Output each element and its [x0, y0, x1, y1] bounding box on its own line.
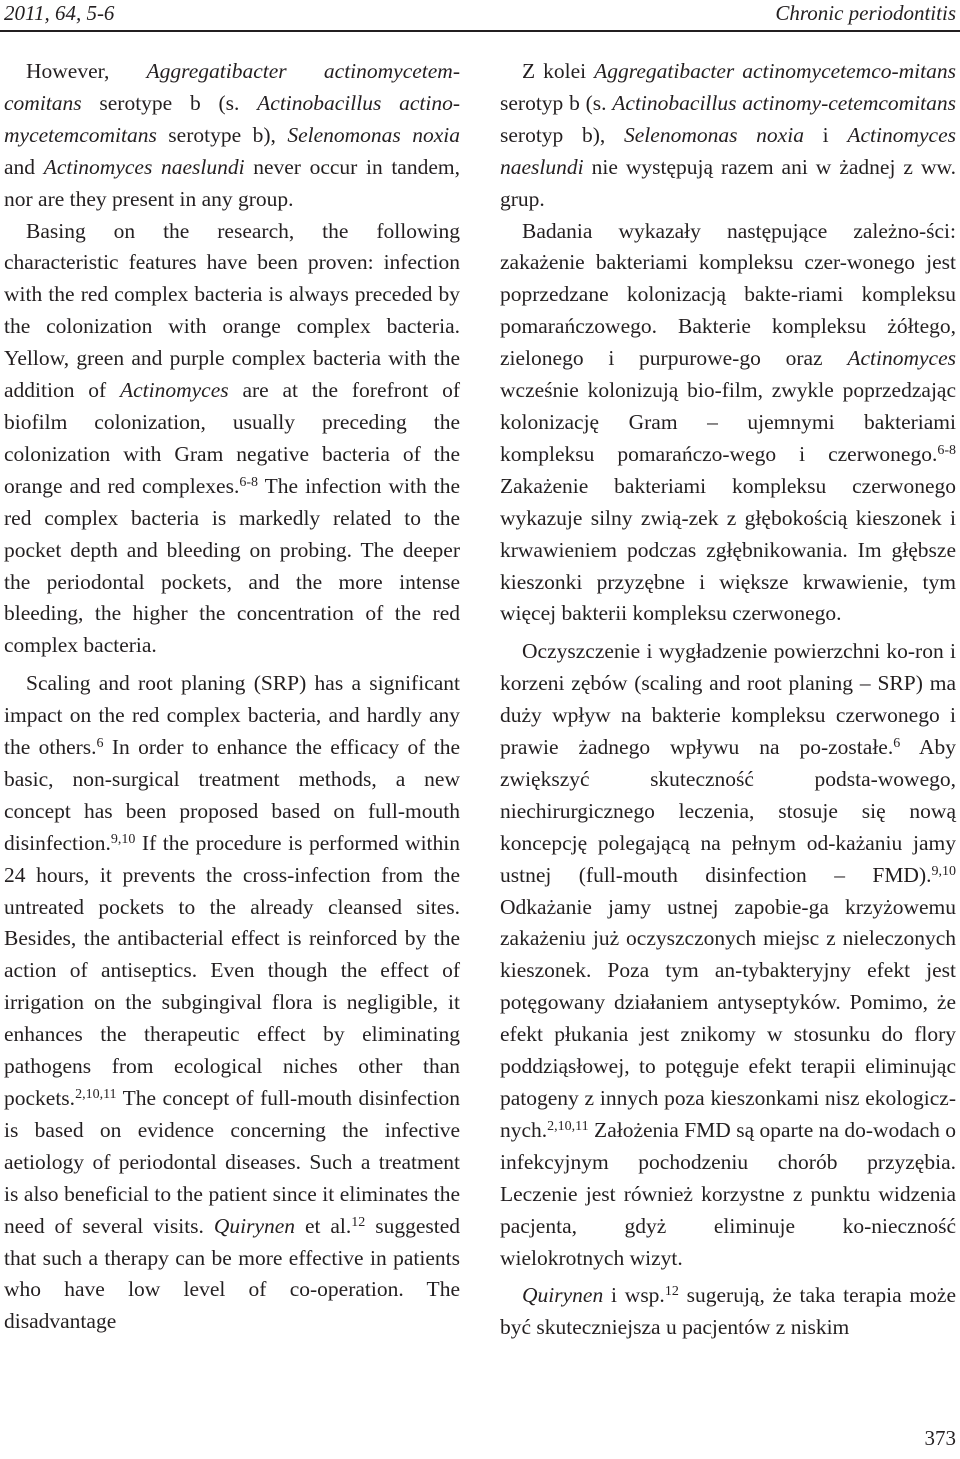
citation: 6-8 — [937, 442, 956, 458]
citation: 12 — [664, 1284, 679, 1300]
citation: 6 — [96, 736, 104, 752]
pl-paragraph-3: Oczyszczenie i wygładzenie powierzchni ko-ron i korzeni zębów (scaling and root planing – SRP) ma duży wpływ na bakterie kompleksu czerwonego i prawie żadnego wpływu na po-zostałe.$^6$ Aby zwiększyć skuteczność podsta-wowego, niechirurgicznego leczenia, stosuje się nową koncepcję polegającą na pełnym od-każaniu jamy ustnej (full-mouth disinfection – FMD).$^{9,10}$ Odkażanie jamy ustnej zapobie-ga krzyżowemu zakażeniu już oczyszczonych miejsc z nieleczonych kieszonek. Poza tym an-tybakteryjny efekt jest potęgowany działaniem antyseptyków. Pomimo, że efekt płukania jest znikomy w stosunku do flory poddziąsłowej, to potęguje efekt terapii eliminując patogeny z innych poza kieszonkami nisz ekologicz-nych.$^{2,10,11}$ Założenia FMD są oparte na do-wodach o infekcyjnym pochodzeniu chorób przyzębia. Leczenie jest również korzystne z punktu widzenia pacjenta, gdyż eliminuje ko-nieczność wielokrotnych wizyt. — [500, 639, 957, 1270]
journal-info: 2011, 64, 5-6 — [4, 1, 115, 25]
page-number: 373 — [924, 1426, 956, 1450]
pl-paragraph-4: Quirynen i wsp.$^{12}$ sugerują, że taka terapia może być skuteczniejsza u pacjentów z niskim — [500, 1283, 956, 1340]
citation: 2,10,11 — [75, 1087, 117, 1102]
polish-column — [500, 56, 956, 1344]
en-paragraph-2: Basing on the research, the following characteristic features have been proven: infection with the red complex bacteria is always preceded by the colonization with orange complex bacteria. Yellow, green and purple complex bacteria with the addition of Actinomyces are at the forefront of biofilm colonization, usually preceding the colonization with Gram negative bacteria of the orange and red complexes.$^{6-8}$ The infection with the red complex bacteria is markedly related to the pocket depth and bleeding on probing. The deeper the periodontal pockets, and the more intense bleeding, the higher the concentration of the red complex bacteria. — [4, 218, 461, 658]
citation: 2,10,11 — [547, 1118, 589, 1134]
citation: 9,10 — [931, 863, 956, 879]
citation: 9,10 — [110, 831, 136, 847]
pl-paragraph-1: Z kolei Aggregatibacter actinomycetemco-mitans serotyp b (s. Actinobacillus actinomy-cetemcomitans serotyp b), Selenomonas noxia i Actinomyces naeslundi nie występują razem ani w żadnej z ww. grup. — [500, 59, 957, 211]
citation: 6-8 — [239, 474, 259, 490]
header-rule — [0, 30, 960, 32]
running-title: Chronic periodontitis — [775, 1, 956, 25]
en-paragraph-1: However, Aggregatibacter actinomycetem-comitans serotype b (s. Actinobacillus actino-mycetemcomitans serotype b), Selenomonas noxia and Actinomyces naeslundi never occur in tandem, nor are they present in any group. — [4, 59, 460, 211]
en-paragraph-3: Scaling and root planing (SRP) has a significant impact on the red complex bacteria, and hardly any the others.$^6$ In order to enhance the efficacy of the basic, non-surgical treatment methods, a new concept has been proposed based on full-mouth disinfection.$^{9,10}$ If the procedure is performed within 24 hours, it prevents the cross-infection from the untreated pockets to the already cleansed sites. Besides, the antibacterial effect is reinforced by the action of antiseptics. Even though the effect of irrigation on the subgingival flora is negligible, it enhances the therapeutic effect by eliminating pathogens from ecological niches other than pockets.$^{2,10,11}$ The concept of full-mouth disinfection is based on evidence concerning the infective aetiology of periodontal diseases. Such a treatment is also beneficial to the patient since it eliminates the need of several visits. Quirynen et al.$^{12}$ suggested that such a therapy can be more effective in patients who have low level of co-operation. The disadvantage — [4, 671, 460, 1334]
citation: 12 — [351, 1214, 366, 1230]
pl-paragraph-2: Badania wykazały następujące zależno-ści: zakażenie bakteriami kompleksu czer-wonego jest poprzedzane kolonizacją bakte-riami kompleksu pomarańczowego. Bakterie kompleksu żółtego, zielonego i purpurowe-go oraz Actinomyces wcześnie kolonizują bio-film, zwykle poprzedzając kolonizację Gram – ujemnymi bakteriami kompleksu pomarańczo-wego i czerwonego.$^{6-8}$ Zakażenie bakteriami kompleksu czerwonego wykazuje silny zwią-zek z głębokością kieszonek i krwawieniem podczas zgłębnikowania. Im głębsze kieszonki przyzębne i większe krwawienie, tym więcej bakterii kompleksu czerwonego. — [500, 218, 956, 626]
citation: 6 — [893, 736, 901, 752]
english-column — [4, 56, 460, 1338]
